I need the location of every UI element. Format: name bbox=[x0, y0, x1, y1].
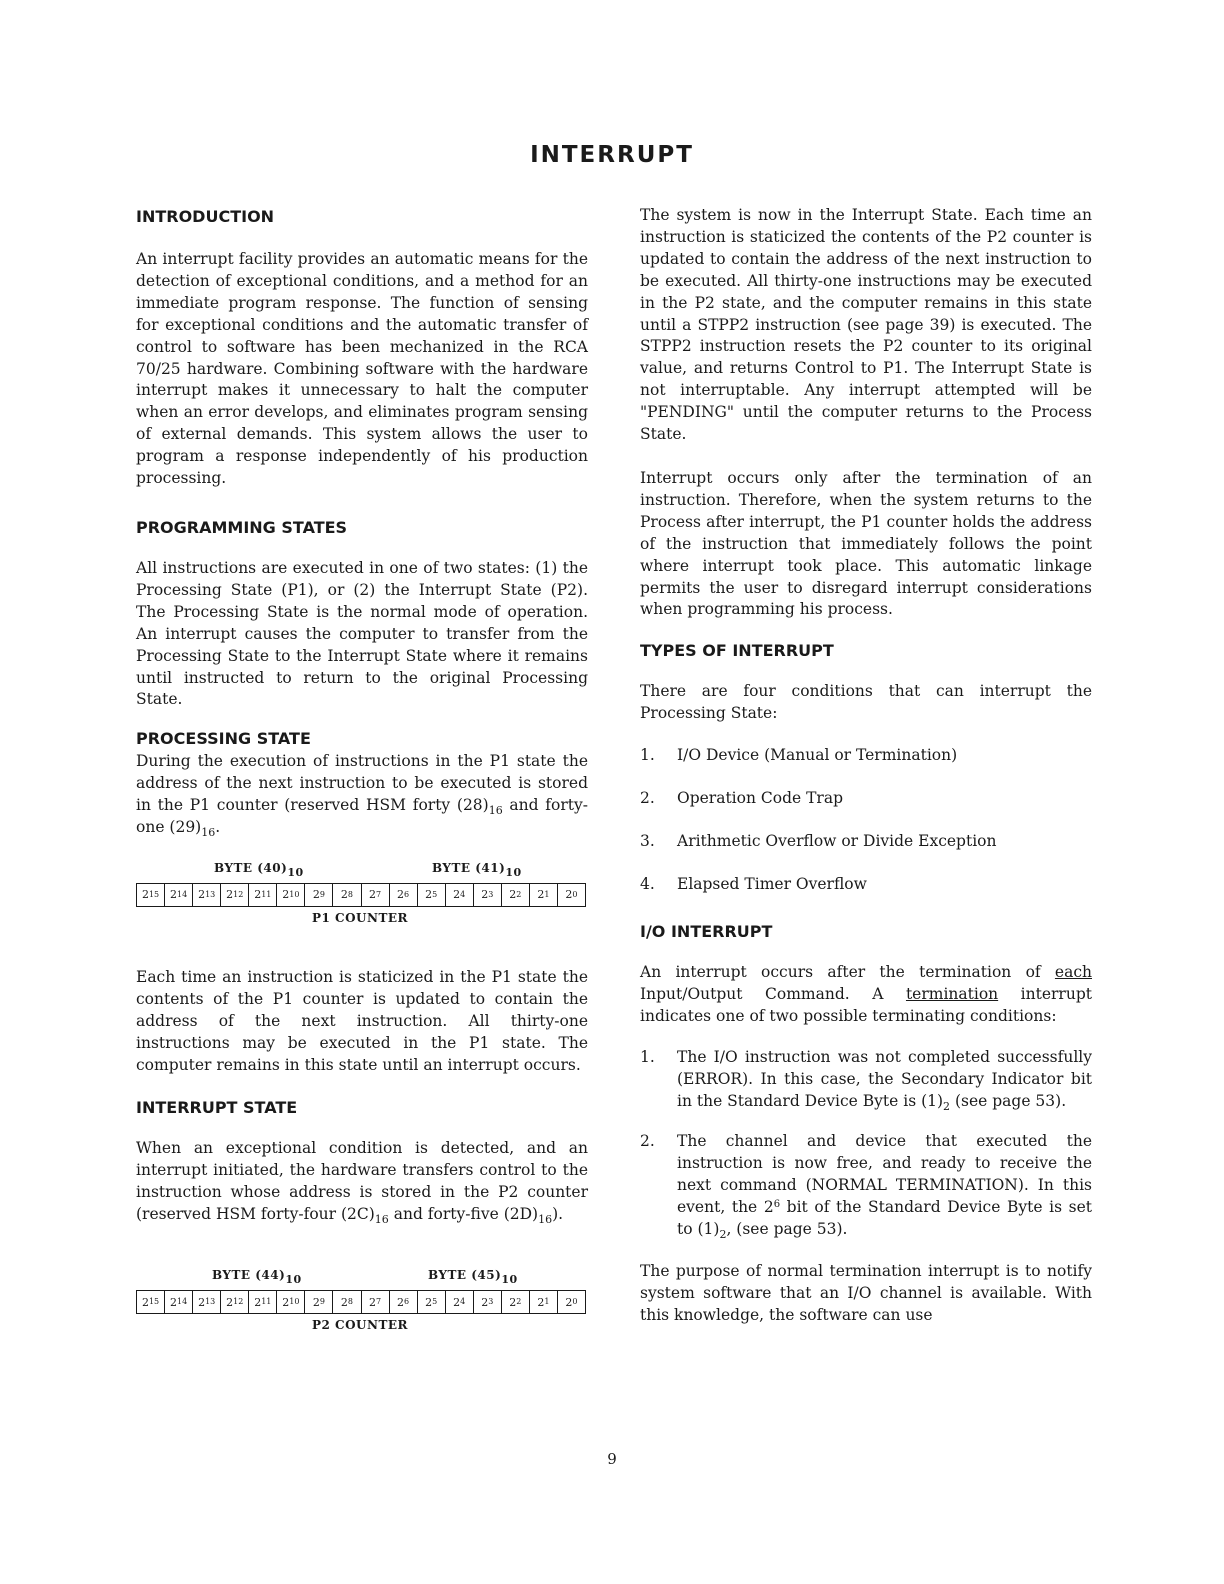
p1-counter-label: P1 COUNTER bbox=[311, 910, 409, 925]
interrupt-subscript-a: 16 bbox=[374, 1213, 389, 1227]
interrupt-state-paragraph bbox=[136, 1138, 588, 1226]
p2-bit-cell: 2 14 bbox=[165, 1291, 193, 1313]
p1-bit-cell: 2 12 bbox=[221, 884, 249, 906]
page-title: INTERRUPT bbox=[530, 142, 694, 168]
processing-subscript-a: 16 bbox=[488, 804, 503, 818]
list-item: 1. I/O Device (Manual or Termination) bbox=[640, 746, 958, 765]
types-intro-paragraph: There are four conditions that can interrupt the Processing State: bbox=[640, 682, 1092, 723]
io-interrupt-heading: I/O INTERRUPT bbox=[640, 921, 773, 941]
p2-bit-cell: 2 5 bbox=[418, 1291, 446, 1313]
p1-bit-cell: 2 15 bbox=[137, 884, 165, 906]
p2-bit-cell: 2 15 bbox=[137, 1291, 165, 1313]
p1-bit-cell: 2 6 bbox=[390, 884, 418, 906]
right-column bbox=[640, 205, 1092, 1326]
introduction-paragraph: An interrupt facility provides an automatic means for the detection of exceptional conditions, and a method for an immediate program response. The function of sensing for exceptional conditions and the automatic transfer of control to software has been mechanized in the RCA 70/25 hardware. Combining software with the hardware interrupt makes it unnecessary to halt the computer when an error develops, and eliminates program sensing of external demands. This system allows the user to program a response independently of his production processing. bbox=[136, 250, 588, 488]
p1-bit-cell: 2 3 bbox=[474, 884, 502, 906]
p1-bit-cell: 2 7 bbox=[362, 884, 390, 906]
left-column bbox=[136, 205, 588, 1338]
p2-bit-cell: 2 7 bbox=[362, 1291, 390, 1313]
interrupt-text-c: ). bbox=[552, 1205, 564, 1224]
interrupt-text-a: When an exceptional condition is detected, and an interrupt initiated, the hardware transfers control to the instruction whose address is stored in the P2 counter (reserved HSM forty-four (2C) bbox=[136, 1139, 588, 1224]
p1-bit-cells bbox=[136, 883, 586, 907]
p1-bit-cell: 2 0 bbox=[565, 888, 578, 902]
list-item: 3. Arithmetic Overflow or Divide Exception bbox=[640, 831, 997, 850]
processing-text-c: . bbox=[215, 818, 221, 837]
page-number: 9 bbox=[607, 1450, 617, 1468]
processing-state-heading: PROCESSING STATE bbox=[136, 729, 311, 749]
normal-termination-paragraph: The purpose of normal termination interrupt is to notify system software that an I/O channel is available. With this knowledge, the software can use bbox=[640, 1261, 1092, 1324]
p1-state-paragraph: Each time an instruction is staticized in the P1 state the contents of the P1 counter is updated to contain the address of the next instruction. All thirty-one instructions may be executed in the P1 state. The computer remains in this state until an interrupt occurs. bbox=[136, 967, 588, 1074]
p2-bit-cell: 2 4 bbox=[446, 1291, 474, 1313]
list-item: 1. The I/O instruction was not completed successfully (ERROR). In this case, the Secondary Indicator bit in the Standard Device Byte is $(1)_2$ (see page 53). bbox=[640, 1048, 1092, 1114]
list-item: 4. Elapsed Timer Overflow bbox=[640, 874, 867, 893]
p2-byte-left-label: BYTE $(44)_{10}$ bbox=[212, 1268, 302, 1287]
p2-bit-cells bbox=[136, 1290, 586, 1314]
p1-bit-cell: 2 8 bbox=[333, 884, 361, 906]
p1-byte-left-label: BYTE $(40)_{10}$ bbox=[214, 860, 304, 879]
processing-state-paragraph bbox=[136, 751, 588, 839]
p2-bit-cell: 2 2 bbox=[502, 1291, 530, 1313]
p2-bit-cell: 2 13 bbox=[193, 1291, 221, 1313]
p2-bit-cell: 2 11 bbox=[249, 1291, 277, 1313]
list-item: 2. The channel and device that executed the instruction is now free, and ready to receive the next command (NORMAL TERMINATION). In this event, the $2^6$ bit of the Standard Device Byte is set to $(1)_2$, (see page 53). bbox=[640, 1132, 1093, 1241]
io-interrupt-paragraph: An interrupt occurs after the termination of each Input/Output Command. A termination interrupt indicates one of two possible terminating conditions: bbox=[640, 962, 1092, 1025]
p1-counter-diagram bbox=[136, 861, 588, 931]
each-underlined: each bbox=[1054, 962, 1092, 981]
processing-text-b: and forty-one (29) bbox=[136, 796, 588, 837]
p1-bit-cell: 2 14 bbox=[165, 884, 193, 906]
p2-bit-cell: 2 8 bbox=[333, 1291, 361, 1313]
p2-counter-label: P2 COUNTER bbox=[311, 1318, 409, 1333]
p1-bit-cell: 2 13 bbox=[193, 884, 221, 906]
p1-byte-right-label: BYTE $(41)_{10}$ bbox=[432, 860, 522, 879]
interrupt-occurs-paragraph: Interrupt occurs only after the termination of an instruction. Therefore, when the system returns to the Process after interrupt, the P1 counter holds the address of the instruction that immediately follows the point where interrupt took place. This automatic linkage permits the user to disregard interrupt considerations when programming his process. bbox=[640, 468, 1092, 619]
interrupt-state-heading: INTERRUPT STATE bbox=[136, 1098, 298, 1118]
processing-text-a: During the execution of instructions in the P1 state the address of the next instruction to be executed is stored in the P1 counter (reserved HSM forty (28) bbox=[136, 752, 588, 815]
programming-states-paragraph: All instructions are executed in one of two states: (1) the Processing State (P1), or (2) the Interrupt State (P2). The Processing State is the normal mode of operation. An interrupt causes the computer to transfer from the Processing State to the Interrupt State where it remains until instructed to return to the original Processing State. bbox=[136, 558, 588, 709]
p1-bit-cell: 2 5 bbox=[418, 884, 446, 906]
programming-states-heading: PROGRAMMING STATES bbox=[136, 517, 348, 537]
termination-underlined: termination bbox=[905, 984, 999, 1003]
interrupt-text-b: and forty-five (2D) bbox=[388, 1205, 539, 1224]
p2-counter-diagram bbox=[136, 1268, 588, 1338]
list-item: 2. Operation Code Trap bbox=[640, 789, 844, 808]
p1-bit-cell: 2 4 bbox=[446, 884, 474, 906]
p2-bit-cell: 2 9 bbox=[305, 1291, 333, 1313]
p2-bit-cell: 2 1 bbox=[530, 1291, 558, 1313]
types-of-interrupt-heading: TYPES OF INTERRUPT bbox=[640, 641, 834, 661]
processing-subscript-b: 16 bbox=[201, 826, 216, 840]
p2-bit-cell: 2 6 bbox=[390, 1291, 418, 1313]
introduction-heading: INTRODUCTION bbox=[136, 207, 275, 226]
interrupt-subscript-b: 16 bbox=[538, 1213, 553, 1227]
p1-bit-cell: 2 1 bbox=[530, 884, 558, 906]
p2-bit-cell: 2 10 bbox=[277, 1291, 305, 1313]
p1-bit-cell: 2 9 bbox=[305, 884, 333, 906]
termination-conditions-list bbox=[640, 1047, 1092, 1240]
p2-byte-right-label: BYTE $(45)_{10}$ bbox=[428, 1268, 518, 1287]
p1-bit-cell: 2 10 bbox=[277, 884, 305, 906]
p2-bit-cell: 2 12 bbox=[221, 1291, 249, 1313]
p2-bit-cell: 2 3 bbox=[474, 1291, 502, 1313]
p1-bit-cell: 2 2 bbox=[502, 884, 530, 906]
interrupt-state-continued-paragraph: The system is now in the Interrupt State. Each time an instruction is staticized the contents of the P2 counter is updated to contain the address of the next instruction to be executed. All thirty-one instructions may be executed in the P2 state, and the computer remains in this state until a STPP2 instruction (see page 39) is executed. The STPP2 instruction resets the P2 counter to its original value, and returns Control to P1. The Interrupt State is not interruptable. Any interrupt attempted will be "PENDING" until the computer returns to the Process State. bbox=[640, 206, 1092, 444]
interrupt-types-list bbox=[640, 745, 1092, 896]
p2-bit-cell: 2 0 bbox=[565, 1295, 578, 1309]
p1-bit-cell: 2 11 bbox=[249, 884, 277, 906]
